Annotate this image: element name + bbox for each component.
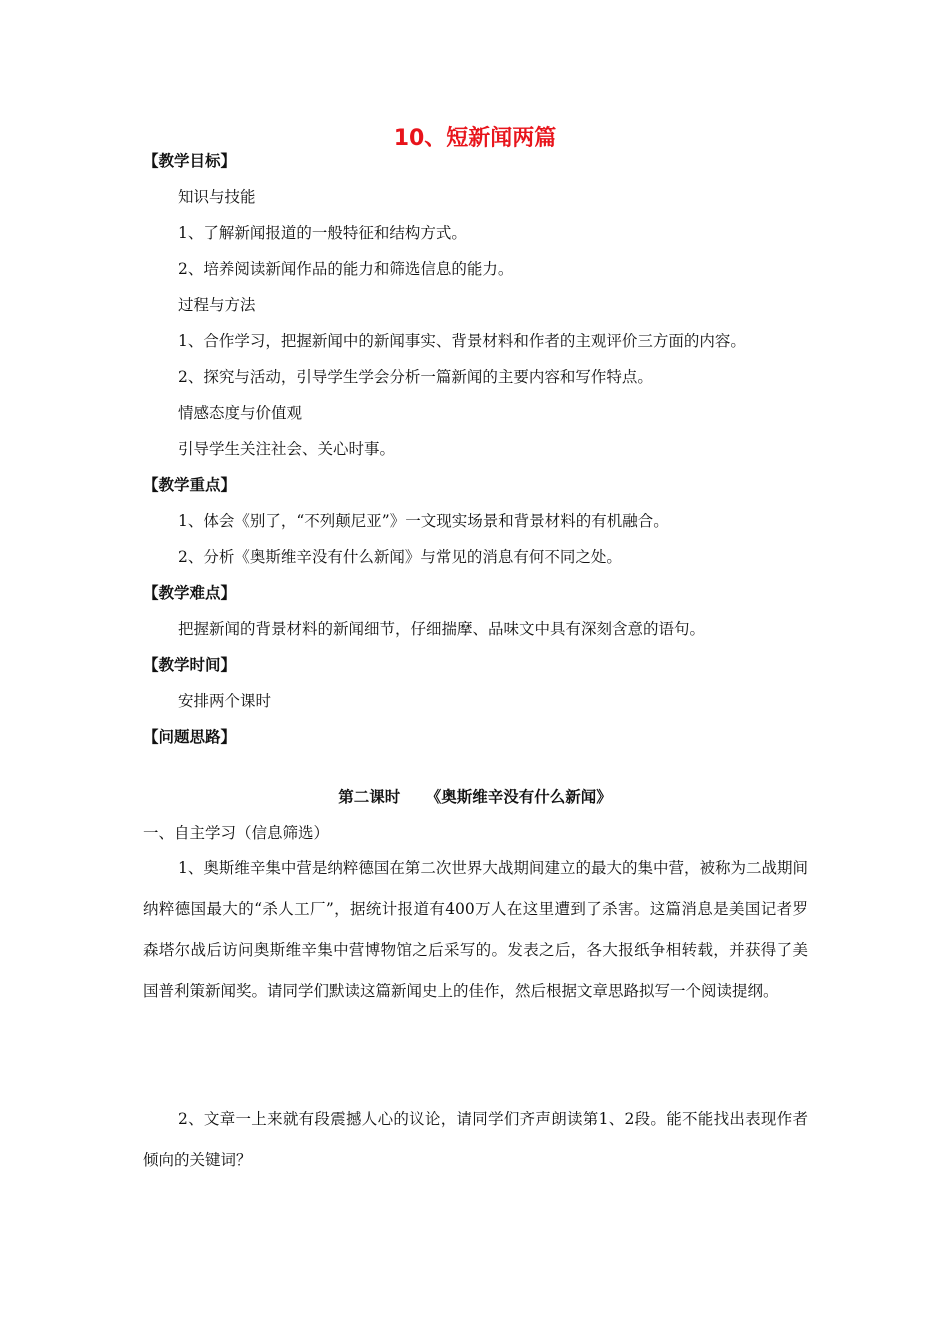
lesson-period: 第二课时 bbox=[338, 788, 401, 806]
key-point-2: 2、分析《奥斯维辛没有什么新闻》与常见的消息有何不同之处。 bbox=[178, 548, 622, 566]
knowledge-item-2: 2、培养阅读新闻作品的能力和筛选信息的能力。 bbox=[178, 260, 514, 278]
part-one-heading: 一、自主学习（信息筛选） bbox=[143, 824, 330, 842]
time-item-1: 安排两个课时 bbox=[178, 692, 272, 710]
part-one-paragraph-2: 2、文章一上来就有段震撼人心的议论，请同学们齐声朗读第1、2段。能不能找出表现作者倾向的关键词？ bbox=[143, 1110, 808, 1169]
time-heading: 【教学时间】 bbox=[143, 656, 237, 674]
difficulty-item-1: 把握新闻的背景材料的新闻细节，仔细揣摩、品味文中具有深刻含意的语句。 bbox=[178, 620, 706, 638]
process-item-2: 2、探究与活动，引导学生学会分析一篇新闻的主要内容和写作特点。 bbox=[178, 368, 653, 386]
part-one-paragraph-1: 1、奥斯维辛集中营是纳粹德国在第二次世界大战期间建立的最大的集中营，被称为二战期间纳粹德国最大的“杀人工厂”，据统计报道有400万人在这里遭到了杀害。这篇消息是美国记者罗森塔尔战后访问奥斯维辛集中营博物馆之后采写的。发表之后，各大报纸争相转载，并获得了美国普利策新闻奖。请同学们默读这篇新闻史上的佳作，然后根据文章思路拟写一个阅读提纲。 bbox=[143, 859, 808, 1000]
page-title: 10、短新闻两篇 bbox=[393, 126, 557, 151]
process-item-1: 1、合作学习，把握新闻中的新闻事实、背景材料和作者的主观评价三方面的内容。 bbox=[178, 332, 746, 350]
key-points-heading: 【教学重点】 bbox=[143, 476, 237, 494]
emotion-item-1: 引导学生关注社会、关心时事。 bbox=[178, 440, 396, 458]
approach-heading: 【问题思路】 bbox=[143, 728, 237, 746]
key-point-1: 1、体会《别了，“不列颠尼亚”》一文现实场景和背景材料的有机融合。 bbox=[178, 512, 669, 530]
difficulty-heading: 【教学难点】 bbox=[143, 584, 237, 602]
lesson-name: 《奥斯维辛没有什么新闻》 bbox=[425, 788, 612, 806]
knowledge-item-1: 1、了解新闻报道的一般特征和结构方式。 bbox=[178, 224, 467, 242]
emotion-heading: 情感态度与价值观 bbox=[178, 404, 303, 422]
goals-heading: 【教学目标】 bbox=[143, 152, 237, 170]
knowledge-heading: 知识与技能 bbox=[178, 188, 256, 206]
lesson-title bbox=[0, 787, 950, 807]
process-heading: 过程与方法 bbox=[178, 296, 256, 314]
